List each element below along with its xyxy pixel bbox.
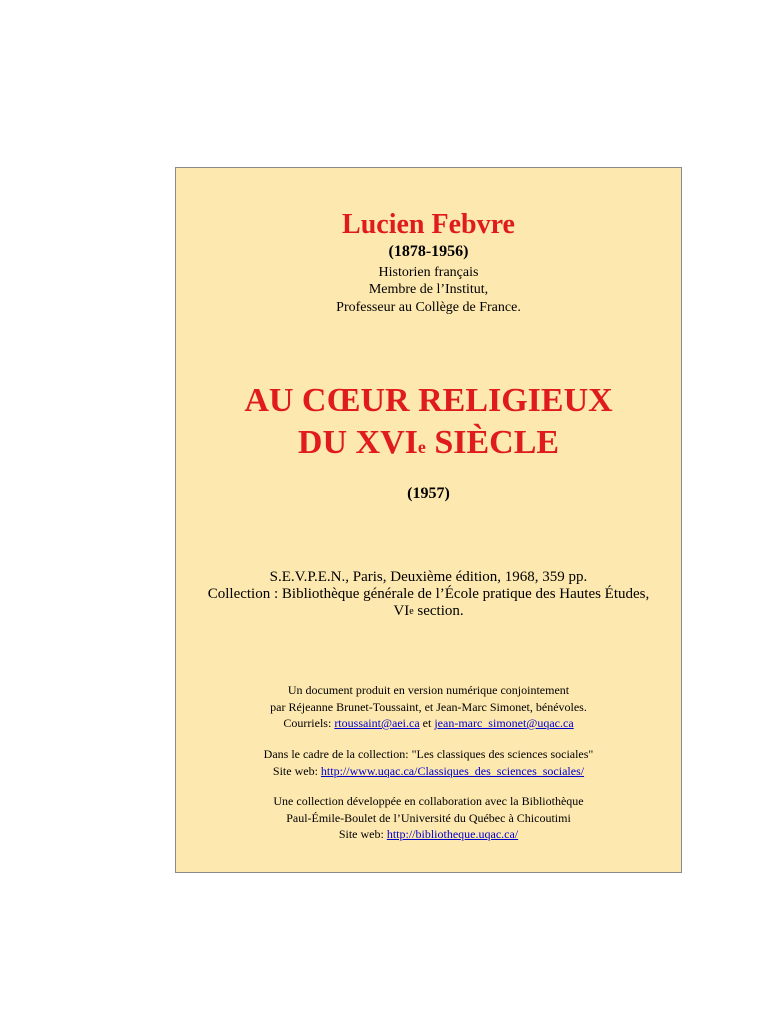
section-text: VI bbox=[393, 603, 410, 619]
book-title-text: SIÈCLE bbox=[425, 424, 560, 461]
credits-text: par Réjeanne Brunet-Toussaint, et Jean-Marc Simonet, bénévoles. bbox=[270, 700, 587, 714]
cover-page bbox=[175, 167, 682, 873]
publication-info: S.E.V.P.E.N., Paris, Deuxième édition, 1968, 359 pp. bbox=[269, 569, 588, 585]
credits-text: Un document produit en version numérique conjointement bbox=[287, 683, 570, 697]
library-site-line bbox=[176, 826, 681, 842]
section-text: section. bbox=[413, 603, 464, 619]
section-info bbox=[176, 602, 681, 620]
library-line: Paul-Émile-Boulet de l’Université du Québec à Chicoutimi bbox=[286, 811, 571, 825]
emails-label: Courriels: bbox=[283, 716, 335, 730]
collection-info: Collection : Bibliothèque générale de l’École pratique des Hautes Études, bbox=[207, 586, 650, 602]
emails-line bbox=[176, 715, 681, 731]
email-link[interactable]: jean-marc_simonet@uqac.ca bbox=[434, 716, 574, 730]
book-title-superscript: e bbox=[417, 437, 426, 457]
author-role: Historien français bbox=[378, 265, 479, 280]
site-label: Site web: bbox=[338, 827, 387, 841]
book-title-text: DU XVI bbox=[297, 424, 418, 461]
section-superscript: e bbox=[409, 606, 414, 617]
book-title-line bbox=[176, 424, 681, 462]
book-title-line: AU CŒUR RELIGIEUX bbox=[244, 382, 613, 419]
author-name: Lucien Febvre bbox=[342, 209, 515, 240]
site-label: Site web: bbox=[272, 764, 321, 778]
book-year: (1957) bbox=[407, 485, 450, 502]
emails-separator: et bbox=[419, 716, 435, 730]
library-line: Une collection développée en collaboration avec la Bibliothèque bbox=[273, 794, 584, 808]
collection-line: Dans le cadre de la collection: "Les classiques des sciences sociales" bbox=[263, 747, 594, 761]
library-site-link[interactable]: http://bibliotheque.uqac.ca/ bbox=[386, 827, 519, 841]
author-role: Membre de l’Institut, bbox=[368, 282, 489, 297]
site-link[interactable]: http://www.uqac.ca/Classiques_des_sciences_sociales/ bbox=[320, 764, 585, 778]
author-role: Professeur au Collège de France. bbox=[336, 300, 521, 315]
author-dates: (1878-1956) bbox=[388, 243, 469, 260]
email-link[interactable]: rtoussaint@aei.ca bbox=[334, 716, 420, 730]
site-line bbox=[176, 763, 681, 779]
